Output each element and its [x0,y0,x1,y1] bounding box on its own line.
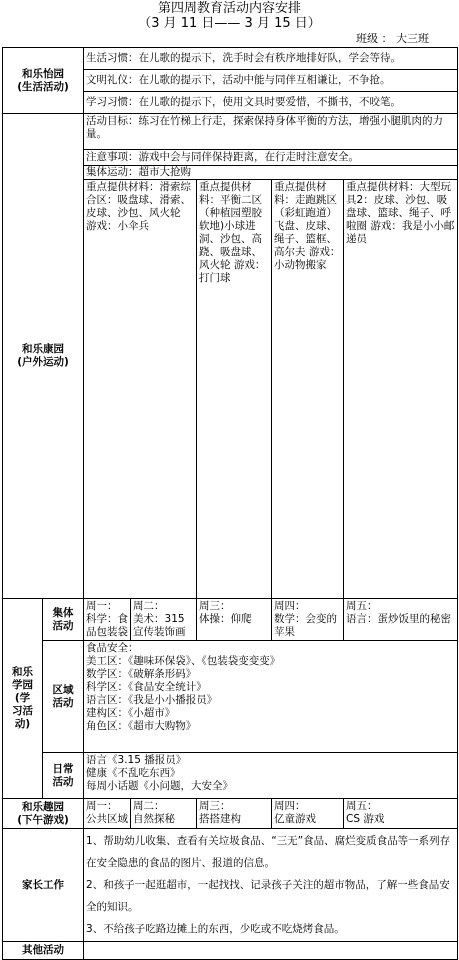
life-row: 文明礼仪：在儿歌的提示下，活动中能与同伴互相谦让，不争抢。 [84,70,458,92]
collective-day-1: 周一： 科学：食品包装袋 [84,599,131,641]
parents-content [84,829,458,942]
fun-day-5: 周五： CS 游戏 [344,799,458,829]
learn-header: 和乐 学园 (学 习活 动) [3,599,43,799]
parents-item: 2、和孩子一起逛超市，一起找找、记录孩子关注的超市物品，了解一些食品安全的知识。 [86,879,450,913]
parents-item: 3、不给孩子吃路边摊上的东西，少吃或不吃烧烤食品。 [86,923,345,935]
daily-item: 健康《不乱吃东西》 [86,767,181,779]
collective-day-3: 周三： 体操：仰爬 [197,599,272,641]
daily-item: 每周小话题《小问题，大安全》 [86,780,234,792]
area-item: 建构区：《小超市》 [86,707,176,719]
outdoor-note: 注意事项：游戏中会与同伴保持距离，在行走时注意安全。 [84,150,458,166]
area-label: 区域 活动 [43,641,84,753]
collective-day-2: 周二： 美术：315 宣传装饰画 [131,599,197,641]
schedule-table [2,47,458,960]
area-item: 语言区：《我是小小播报员》 [86,694,218,706]
collective-day-5: 周五： 语言：蛋炒饭里的秘密 [344,599,458,641]
daily-label: 日常 活动 [43,753,84,799]
outdoor-group: 集体运动：超市大抢购 [84,166,458,180]
daily-content [84,753,458,799]
life-row: 学习习惯：在儿歌的提示下，使用文具时要爱惜，不撕书，不咬笔。 [84,92,458,114]
fun-header: 和乐趣园 (下午游戏) [3,799,84,829]
outdoor-material-1: 重点提供材料：滑索综合区：吸盘球、滑索、皮球、沙包、风火轮 游戏：小伞兵 [84,180,197,599]
life-header: 和乐怡园 (生活活动) [3,48,84,114]
collective-label: 集体 活动 [43,599,84,641]
fun-day-1: 周一： 公共区域 [84,799,131,829]
fun-day-3: 周三： 搭搭建构 [197,799,272,829]
parents-item: 1、帮助幼儿收集、查看有关垃圾食品、“三无”食品、腐烂变质食品等一系列存在安全隐患的食品的图片、报道的信息。 [86,835,451,869]
area-item: 科学区：《食品安全统计》 [86,681,207,693]
outdoor-header: 和乐康园 (户外运动) [3,114,84,599]
area-item: 角色区：《超市大购物》 [86,720,197,732]
title-line-1: 第四周教育活动内容安排 [157,1,301,16]
fun-day-2: 周二： 自然探秘 [131,799,197,829]
other-content [84,942,458,960]
area-item: 美工区：《趣味环保袋》、《包装袋变变变》 [86,655,281,667]
area-item: 数学区：《破解条形码》 [86,668,197,680]
fun-day-4: 周四： 亿童游戏 [272,799,344,829]
life-row: 生活习惯：在儿歌的提示下，洗手时会有秩序地排好队，学会等待。 [84,48,458,70]
daily-item: 语言《3.15 播报员》 [86,754,187,766]
outdoor-material-2: 重点提供材料：平衡二区（种植园塑胶软地)小球进洞、沙包、高跷、吸盘球、风火轮 游戏：打门球 [197,180,272,599]
outdoor-material-3: 重点提供材料：走跑跳区（彩虹跑道）飞盘、皮球、绳子、篮框、高尔夫 游戏：小动物搬家 [272,180,344,599]
other-header: 其他活动 [3,942,84,960]
parents-header: 家长工作 [3,829,84,942]
outdoor-goal: 活动目标：练习在竹梯上行走，探索保持身体平衡的方法，增强小腿肌肉的力量。 [84,114,458,150]
area-content [84,641,458,753]
class-label: 班级 ： 大三班 [356,32,429,45]
area-item: 食品安全： [86,642,139,654]
page-title [0,1,459,31]
title-line-2: （3 月 11 日—— 3 月 15 日） [138,16,321,31]
collective-day-4: 周四： 数学：会变的苹果 [272,599,344,641]
outdoor-material-4: 重点提供材料：大型玩具2：皮球、沙包、吸盘球、篮球、绳子、呼啦圈 游戏：我是小小邮递员 [344,180,458,599]
